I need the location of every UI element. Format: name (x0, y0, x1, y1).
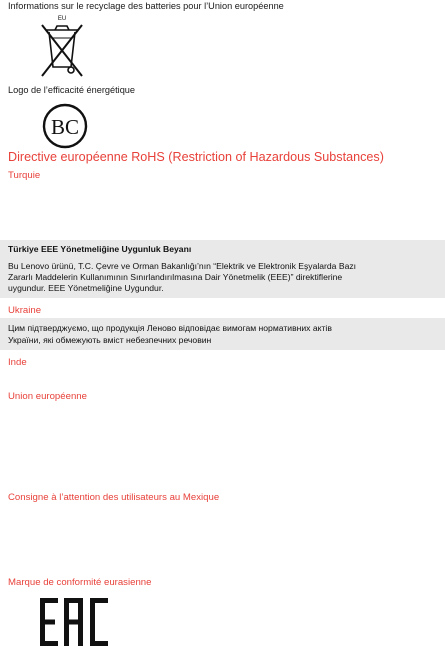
ukraine-declaration-line: України, які обмежують вміст небезпечних речовин (8, 335, 212, 345)
energy-heading: Logo de l’efficacité énergétique (8, 85, 136, 95)
mexico-heading: Consigne à l’attention des utilisateurs au Mexique (8, 492, 220, 503)
turkey-declaration-line: Bu Lenovo ürünü, T.C. Çevre ve Orman Bakanlığı’nın “Elektrik ve Elektronik Eşyalarda Bazı (8, 261, 357, 271)
eu-heading: Union européenne (8, 391, 87, 402)
bc-logo-icon (41, 103, 89, 149)
battery-heading: Informations sur le recyclage des batteries pour l’Union européenne (8, 1, 284, 11)
bc-logo-text: BC (50, 115, 80, 139)
turkey-declaration-title: Türkiye EEE Yönetmeliğine Uygunluk Beyanı (8, 244, 192, 254)
ukraine-heading: Ukraine (8, 305, 42, 316)
rohs-heading: Directive européenne RoHS (Restriction of Hazardous Substances) (8, 150, 384, 164)
india-heading: Inde (8, 357, 27, 368)
bin-symbol-label: EU (57, 16, 67, 22)
turkey-declaration-line: Zararlı Maddelerin Kullanımının Sınırlandırılmasına Dair Yönetmelik (EEE)” direktiflerine (8, 272, 343, 282)
turkey-declaration-band (0, 240, 445, 298)
crossed-out-wheeled-bin-icon (36, 13, 88, 79)
turkey-heading: Turquie (8, 170, 41, 181)
turkey-declaration-line: uygundur. EEE Yönetmeliğine Uygundur. (8, 283, 164, 293)
eac-heading: Marque de conformité eurasienne (8, 577, 152, 588)
ukraine-declaration-band (0, 318, 445, 350)
eac-mark-icon (40, 598, 108, 646)
ukraine-declaration-line: Цим підтверджуємо, що продукція Леново відповідає вимогам нормативних актів (8, 323, 332, 333)
